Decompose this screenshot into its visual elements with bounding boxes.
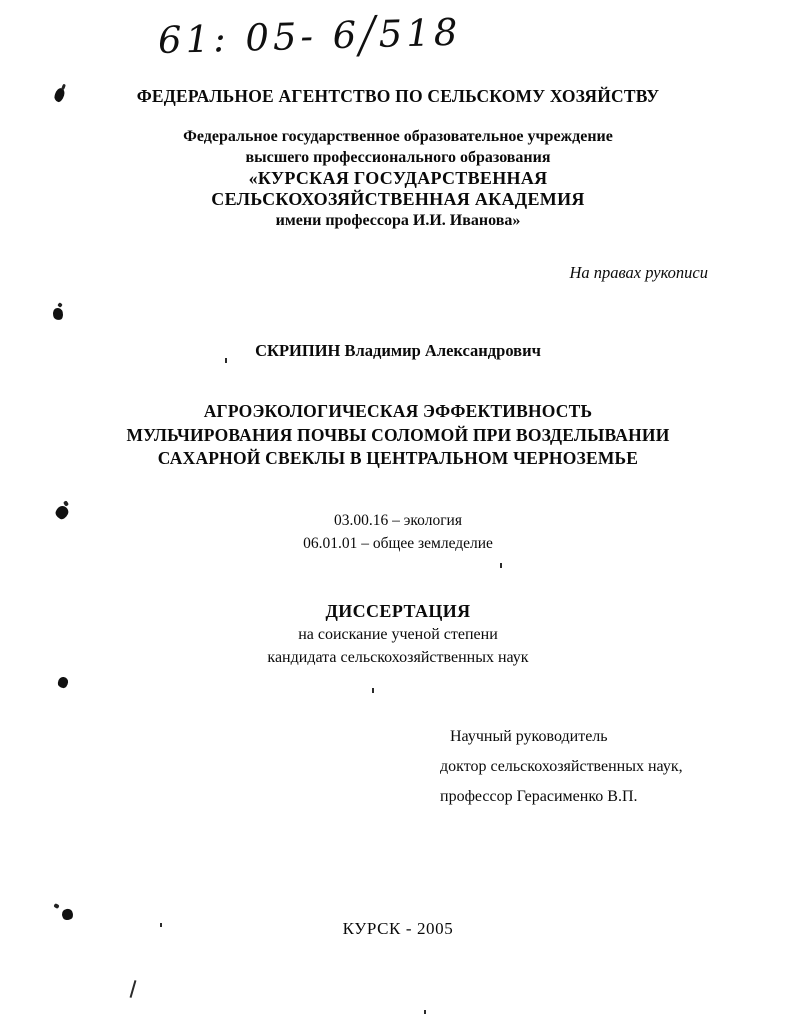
imprint-place-year-text: КУРСК - 2005: [342, 919, 454, 938]
author-name: [0, 341, 796, 361]
manuscript-note: [0, 263, 796, 283]
scan-artifact-smudge: [52, 307, 64, 321]
archive-code-slash: /: [354, 5, 385, 65]
institution-line-1: Федеральное государственное образовательное учреждение: [183, 128, 613, 145]
advisor-line-2: профессор Герасименко В.П.: [440, 788, 638, 805]
archive-code-part-3: 6: [332, 13, 361, 58]
advisor-block: [0, 722, 796, 812]
thesis-title-line-2: МУЛЬЧИРОВАНИЯ ПОЧВЫ СОЛОМОЙ ПРИ ВОЗДЕЛЫВАНИИ: [126, 424, 670, 445]
specialty-code-2: 06.01.01 – общее земледелие: [303, 535, 493, 552]
specialty-codes: [0, 509, 796, 555]
scan-artifact-speck: [424, 1010, 426, 1014]
manuscript-note-text: На правах рукописи: [569, 263, 708, 282]
institution-block: [0, 126, 796, 231]
thesis-title-line-1: АГРОЭКОЛОГИЧЕСКАЯ ЭФФЕКТИВНОСТЬ: [203, 401, 593, 421]
agency-name-text: ФЕДЕРАЛЬНОЕ АГЕНТСТВО ПО СЕЛЬСКОМУ ХОЗЯЙСТВУ: [136, 86, 660, 106]
author-name-text: СКРИПИН Владимир Александрович: [255, 341, 541, 360]
agency-name: [0, 86, 796, 107]
archive-code-part-1: 61: [157, 17, 214, 63]
archive-code-part-4: 518: [378, 10, 462, 56]
degree-line-1: на соискание ученой степени: [298, 626, 498, 643]
institution-line-2: высшего профессионального образования: [245, 149, 551, 166]
handwritten-archive-code: [157, 5, 518, 65]
degree-heading: ДИССЕРТАЦИЯ: [325, 601, 471, 621]
degree-line-2: кандидата сельскохозяйственных наук: [267, 649, 529, 666]
degree-block: [0, 600, 796, 669]
archive-code-part-2: 05-: [244, 14, 318, 60]
specialty-code-1: 03.00.16 – экология: [334, 512, 462, 529]
thesis-title-line-3: САХАРНОЙ СВЕКЛЫ В ЦЕНТРАЛЬНОМ ЧЕРНОЗЕМЬЕ: [157, 448, 639, 468]
scan-artifact-fleck: [53, 903, 59, 909]
imprint-place-year: [0, 919, 796, 939]
scan-artifact-smudge: [57, 676, 68, 688]
scan-artifact-speck: [372, 688, 374, 693]
scan-artifact-hairline: [130, 980, 137, 998]
scan-artifact-speck: [225, 358, 227, 363]
scan-artifact-speck: [160, 923, 162, 927]
archive-code-separator: :: [212, 17, 231, 61]
advisor-line-1: доктор сельскохозяйственных наук,: [440, 758, 683, 775]
institution-line-3: «КУРСКАЯ ГОСУДАРСТВЕННАЯ: [248, 168, 548, 188]
institution-line-5: имени профессора И.И. Иванова»: [275, 212, 521, 229]
thesis-title: [0, 400, 796, 471]
scan-artifact-speck: [500, 563, 502, 568]
institution-line-4: СЕЛЬСКОХОЗЯЙСТВЕННАЯ АКАДЕМИЯ: [211, 189, 585, 209]
advisor-label: Научный руководитель: [450, 728, 608, 745]
